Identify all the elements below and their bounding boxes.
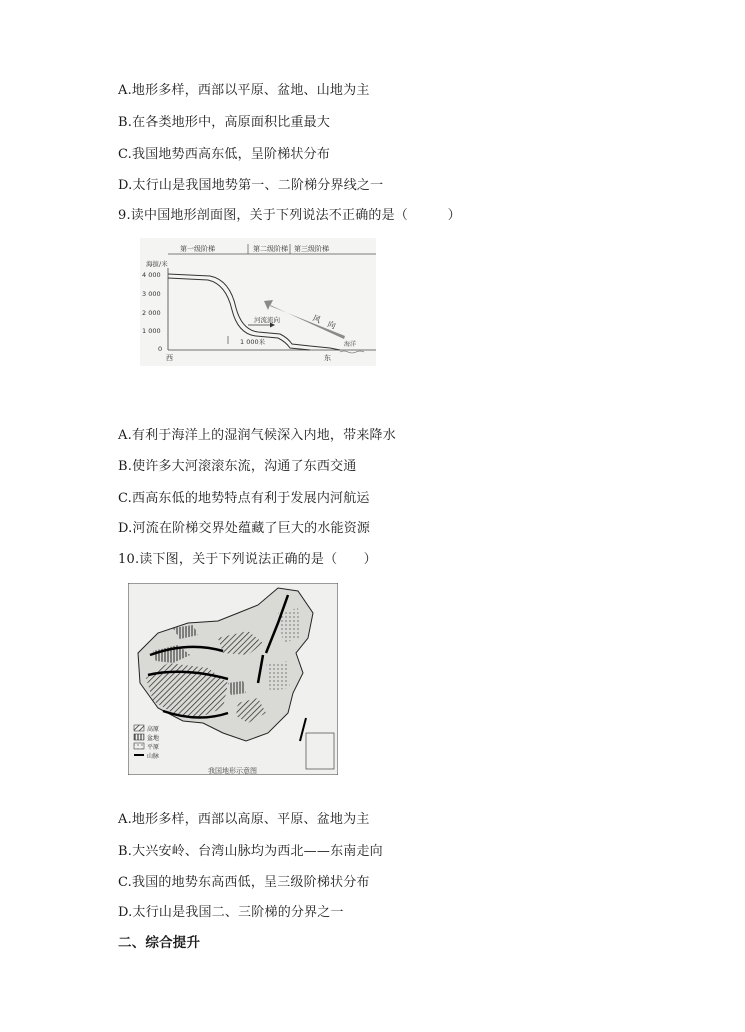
q8-option-a: A.地形多样，西部以平原、盆地、山地为主 xyxy=(118,83,370,98)
q8-option-d: D.太行山是我国地势第一、二阶梯分界线之一 xyxy=(118,178,384,193)
sea-waves xyxy=(340,351,364,353)
q10-stem: 10.读下图，关于下列说法正确的是（ ） xyxy=(118,552,377,567)
y-tick-1000: 1 000 xyxy=(142,327,161,335)
mountain-taiwan xyxy=(300,718,306,741)
inset-box xyxy=(306,733,334,769)
depth-label: 1 000米 xyxy=(240,338,266,346)
terrain-map-svg xyxy=(128,583,338,775)
sea-label: 海洋 xyxy=(344,341,357,348)
terrain-map-figure xyxy=(128,583,338,775)
step-label-3: 第三级阶梯 xyxy=(294,245,329,253)
plain-north-china xyxy=(266,661,290,691)
y-tick-0: 0 xyxy=(158,345,163,353)
river-label: 河流流向 xyxy=(254,316,280,324)
q10-option-b: B.大兴安岭、台湾山脉均为西北——东南走向 xyxy=(118,844,383,859)
q8-option-c: C.我国地势西高东低，呈阶梯状分布 xyxy=(118,147,331,162)
q9-stem: 9.读中国地形剖面图，关于下列说法不正确的是（ ） xyxy=(118,208,461,223)
step-label-1: 第一级阶梯 xyxy=(180,245,215,253)
basin-sichuan xyxy=(228,681,246,695)
legend-label-basin: 盆地 xyxy=(147,735,160,742)
terrain-profile-svg xyxy=(140,238,376,366)
terrain-profile-figure xyxy=(140,238,376,366)
legend-label-plateau: 高原 xyxy=(147,726,160,733)
legend-swatch-plateau xyxy=(134,725,144,731)
legend-label-plain: 平原 xyxy=(147,744,160,751)
q8-option-b: B.在各类地形中，高原面积比重最大 xyxy=(118,115,331,130)
q9-option-b: B.使许多大河滚滚东流，沟通了东西交通 xyxy=(118,459,357,474)
q10-option-a: A.地形多样，西部以高原、平原、盆地为主 xyxy=(118,812,370,827)
west-label: 西 xyxy=(166,354,173,362)
legend-swatch-basin xyxy=(134,734,144,740)
legend-swatch-plain xyxy=(134,743,144,749)
wind-label: 风 向 xyxy=(311,313,337,331)
y-axis-title: 海拔/米 xyxy=(146,260,168,268)
section-heading: 二、综合提升 xyxy=(118,935,201,951)
q9-option-d: D.河流在阶梯交界处蕴藏了巨大的水能资源 xyxy=(118,521,371,536)
q9-option-c: C.西高东低的地势特点有利于发展内河航运 xyxy=(118,491,370,506)
q10-option-d: D.太行山是我国二、三阶梯的分界之一 xyxy=(118,905,344,920)
y-tick-2000: 2 000 xyxy=(142,309,161,317)
terrain-line-lower xyxy=(168,278,310,350)
legend-label-mountain: 山脉 xyxy=(147,753,160,760)
y-tick-3000: 3 000 xyxy=(142,290,161,298)
step-label-2: 第二级阶梯 xyxy=(253,245,288,253)
east-label: 东 xyxy=(324,354,331,362)
q9-option-a: A.有利于海洋上的湿润气候深入内地，带来降水 xyxy=(118,428,396,443)
q10-option-c: C.我国的地势东高西低，呈三级阶梯状分布 xyxy=(118,875,370,890)
y-tick-4000: 4 000 xyxy=(142,271,161,279)
map-caption: 我国地形示意图 xyxy=(208,767,257,775)
